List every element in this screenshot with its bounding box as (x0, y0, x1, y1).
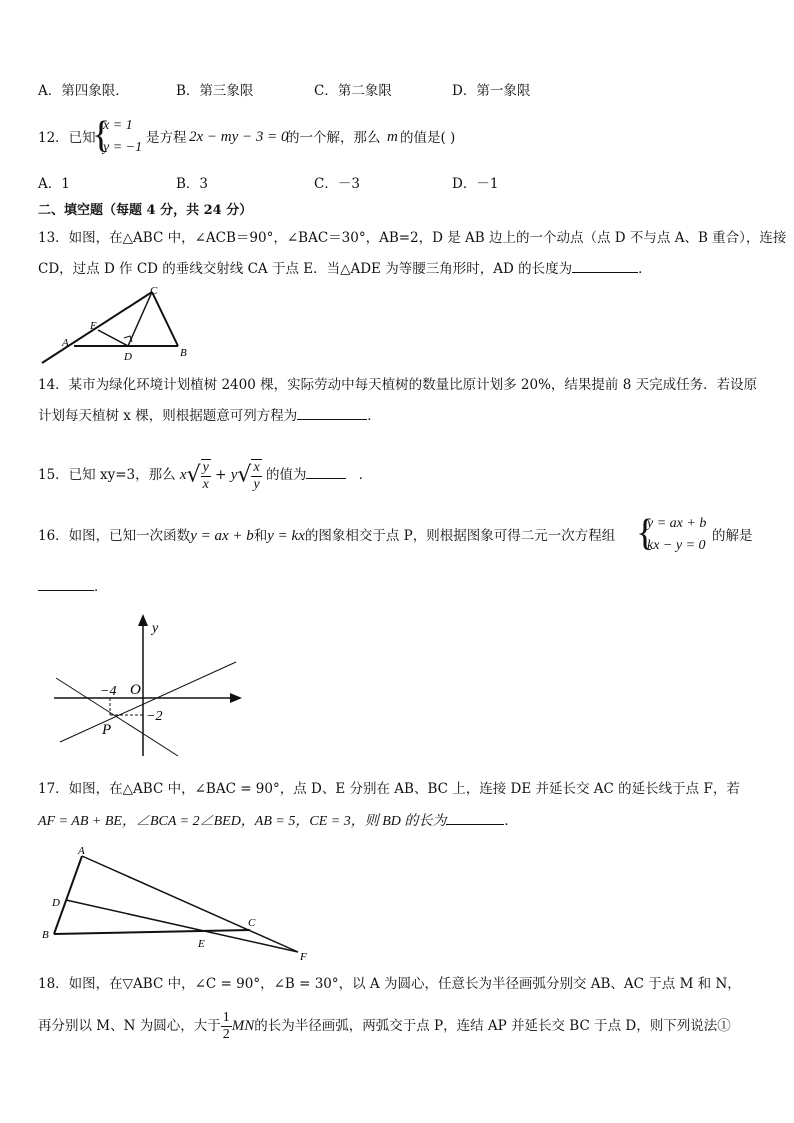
q12-var: m (387, 129, 398, 145)
q12-system-line2: y = −1 (103, 140, 143, 155)
q13-line1: 13．如图，在△ABC 中，∠ACB＝90°，∠BAC＝30°，AB=2，D 是 AB 边上的一个动点（点 D 不与点 A、B 重合），连接 (38, 230, 787, 246)
q16-y-axis-arrow (138, 614, 148, 626)
section-heading: 二、填空题（每题 4 分，共 24 分） (38, 203, 253, 218)
q13-label-e: E (90, 320, 97, 332)
q17-line2-end: ． (504, 813, 518, 829)
q12-system-line1: x = 1 (103, 118, 133, 133)
q17-label-b: B (42, 929, 49, 941)
q14-line2-end: ． (367, 408, 381, 424)
q15-frac1-num: y (202, 459, 209, 475)
q13-label-c: C (150, 285, 158, 297)
q13-line2 (38, 258, 652, 279)
q16-answer-blank (38, 576, 94, 591)
q16-label-o: O (130, 682, 141, 698)
q15-frac2-num: x (253, 459, 260, 475)
q13-answer-blank (572, 258, 638, 273)
q16-label-p: P (102, 722, 112, 738)
q18-frac-num: 1 (222, 1010, 230, 1025)
q15-frac1-den: x (202, 476, 209, 492)
q16-system-brace: { (636, 512, 655, 554)
q15-suffix: 的值为 (265, 467, 307, 483)
q18-line2-rest: 的长为半径画弧，两弧交于点 P，连结 AP 并延长交 BC 于点 D，则下列说法① (254, 1018, 731, 1034)
q12-suffix: 的一个解，那么 (286, 130, 381, 146)
q15-fraction-1 (201, 459, 211, 493)
q18-line1: 18．如图，在▽ABC 中，∠C = 90°，∠B = 30°，以 A 为圆心，任意长为半径画弧分别交 AB、AC 于点 M 和 N， (38, 976, 741, 992)
q16-label-neg4: −4 (100, 684, 117, 699)
q15-sqrt-2: √ (237, 462, 252, 488)
q16-func1: y = ax + b (190, 528, 254, 544)
q12-mid: 是方程 (146, 130, 187, 146)
q11-option-b: B．第三象限 (176, 83, 254, 99)
q17-line2-text: AF = AB + BE，∠BCA = 2∠BED，AB = 5，CE = 3，则 BD 的长为 (38, 814, 447, 829)
q16-system-line2: kx − y = 0 (647, 538, 706, 553)
q16-line-ax-b (60, 662, 236, 742)
q13-line-de (98, 330, 128, 346)
q16-and: 和 (253, 528, 268, 544)
q18-line2-text: 再分别以 M、N 为圆心，大于 (38, 1018, 221, 1034)
q18-frac-den: 2 (222, 1027, 230, 1042)
q17-line1: 17．如图，在△ABC 中，∠BAC = 90°，点 D、E 分别在 AB、BC 上，连接 DE 并延长交 AC 的延长线于点 F，若 (38, 781, 740, 797)
q11-option-d: D．第一象限 (452, 83, 531, 99)
q18-fraction (221, 1010, 232, 1043)
q14-line1: 14．某市为绿化环境计划植树 2400 棵，实际劳动中每天植树的数量比原计划多 20%，结果提前 8 天完成任务．若设原 (38, 377, 758, 393)
q15-sqrt-1: √ (186, 462, 201, 488)
q17-label-d: D (52, 897, 60, 909)
q15-plus: + (215, 467, 227, 483)
q16-end: ． (94, 579, 108, 595)
q16-system-line1: y = ax + b (647, 516, 707, 531)
q13-label-a: A (62, 337, 69, 349)
q14-answer-blank (297, 405, 367, 420)
q16-figure (50, 610, 250, 760)
q15-end: ． (358, 467, 373, 483)
q15-fraction-2 (251, 459, 261, 493)
q16-x-axis-arrow (230, 693, 242, 703)
q12-prefix: 12．已知 (38, 130, 96, 146)
q11-option-a: A．第四象限． (38, 83, 129, 99)
q18-mn: MN (231, 1018, 255, 1034)
q12-end: 的值是( ) (400, 130, 456, 146)
q15-y: y (230, 467, 238, 483)
q12-system-brace: { (92, 114, 111, 156)
q16-line1 (38, 526, 615, 546)
q12-option-a: A．1 (38, 176, 70, 192)
q17-label-f: F (300, 951, 307, 962)
q14-line2 (38, 405, 381, 426)
q15-answer-blank (306, 464, 346, 479)
q17-label-c: C (248, 917, 256, 929)
q16-end-text: 的解是 (712, 528, 753, 544)
q14-line2-text: 计划每天植树 x 棵，则根据题意可列方程为 (38, 408, 298, 424)
q12-option-c: C．－3 (314, 176, 360, 192)
q11-option-c: C．第二象限 (314, 83, 392, 99)
q17-label-e: E (198, 938, 205, 950)
q16-mid: 的图象相交于点 P，则根据图象可得二元一次方程组 (304, 528, 616, 544)
q13-line2-end: ． (638, 261, 652, 277)
q15-x: x (179, 467, 187, 483)
q17-answer-blank (446, 810, 504, 825)
q17-label-a: A (78, 845, 85, 857)
q16-line2 (38, 576, 108, 597)
q13-line2-text: CD，过点 D 作 CD 的垂线交射线 CA 于点 E．当△ADE 为等腰三角形时，AD 的长度为 (38, 261, 573, 277)
q16-label-y: y (152, 621, 159, 636)
q17-line-df (66, 900, 298, 952)
q12-equation: 2x − my − 3 = 0 (189, 129, 289, 145)
q13-label-d: D (124, 351, 132, 363)
q18-line2 (38, 1008, 731, 1044)
q13-figure (36, 284, 196, 366)
q17-line-ab (54, 856, 82, 934)
q12-option-d: D．－1 (452, 176, 499, 192)
q17-line2 (38, 810, 518, 832)
q17-line-bc (54, 930, 250, 934)
q15-line (38, 452, 372, 499)
q15-frac2-den: y (253, 476, 260, 492)
q16-prefix: 16．如图，已知一次函数 (38, 528, 191, 544)
q15-prefix: 15．已知 xy=3，那么 (38, 467, 176, 483)
q17-line-af (82, 856, 298, 952)
q13-label-b: B (180, 347, 187, 359)
q17-figure (36, 842, 316, 962)
q16-label-neg2: −2 (146, 709, 163, 724)
q16-func2: y = kx (267, 528, 305, 544)
q12-option-b: B．3 (176, 176, 209, 192)
q13-line-cb (152, 292, 178, 346)
